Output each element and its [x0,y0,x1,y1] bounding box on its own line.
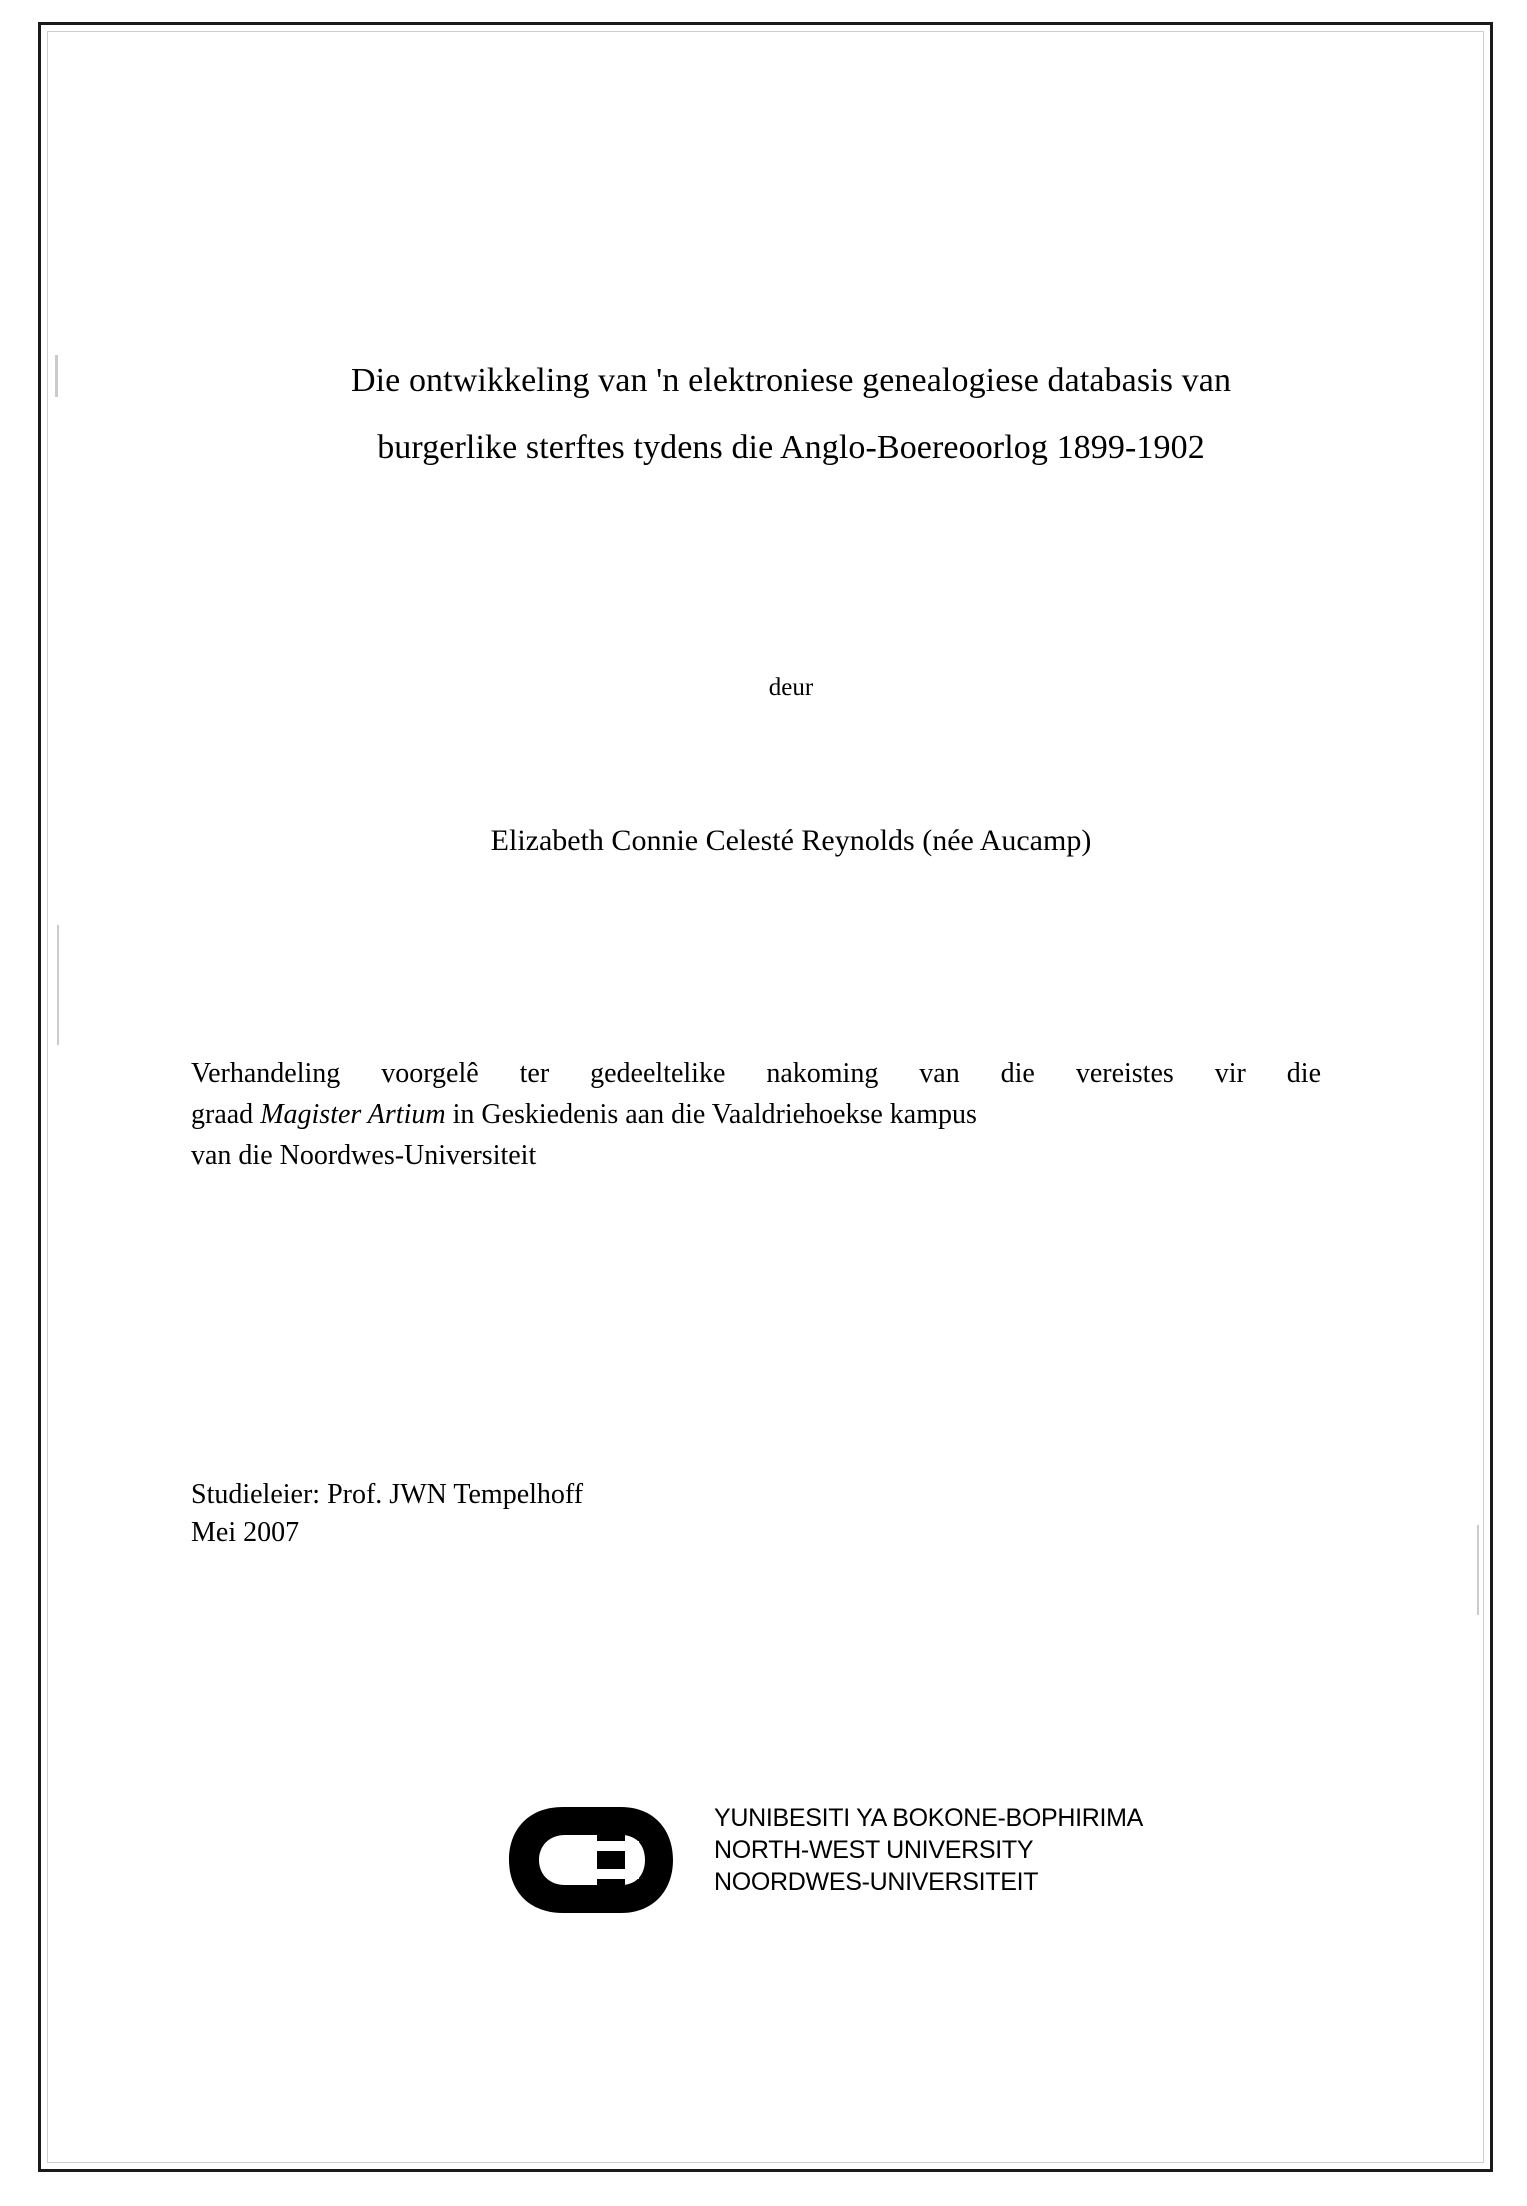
title-page-content [191,355,1391,1552]
date-line: Mei 2007 [191,1516,300,1548]
degree-statement [191,1054,1321,1176]
scan-speckle [55,355,58,397]
logo-text-line-1: YUNIBESITI YA BOKONE-BOPHIRIMA [714,1804,1144,1832]
title-line-2: burgerlike sterftes tydens die Anglo-Boereoorlog 1899-1902 [377,428,1205,466]
title-line-1: Die ontwikkeling van 'n elektroniese genealogiese databasis van [350,362,1232,399]
degree-statement-line-2-prefix: graad [191,1098,261,1130]
supervisor-block [191,1476,1391,1552]
degree-statement-line-2 [191,1095,1321,1136]
degree-statement-line-1: Verhandeling voorgelê ter gedeeltelike nakoming van die vereistes vir die [191,1058,1321,1090]
logo-text-block [714,1803,1143,1898]
degree-statement-line-3: van die Noordwes-Universiteit [191,1139,537,1171]
logo-text-line-3: NOORDWES-UNIVERSITEIT [714,1867,1039,1896]
by-label: deur [768,674,814,702]
scan-speckle [1477,1525,1479,1615]
university-logo [471,1795,1171,1925]
degree-statement-line-2-suffix: in Geskiedenis aan die Vaaldriehoekse kampus [445,1098,977,1130]
page-border [38,22,1493,2172]
page-title [191,355,1391,474]
north-west-university-logo-icon [501,1801,691,1919]
scan-speckle [57,925,59,1045]
author-name: Elizabeth Connie Celesté Reynolds (née Aucamp) [490,824,1092,858]
logo-text-line-2: NORTH-WEST UNIVERSITY [714,1835,1034,1864]
supervisor-line: Studieleier: Prof. JWN Tempelhoff [191,1479,584,1511]
degree-name: Magister Artium [260,1098,446,1130]
